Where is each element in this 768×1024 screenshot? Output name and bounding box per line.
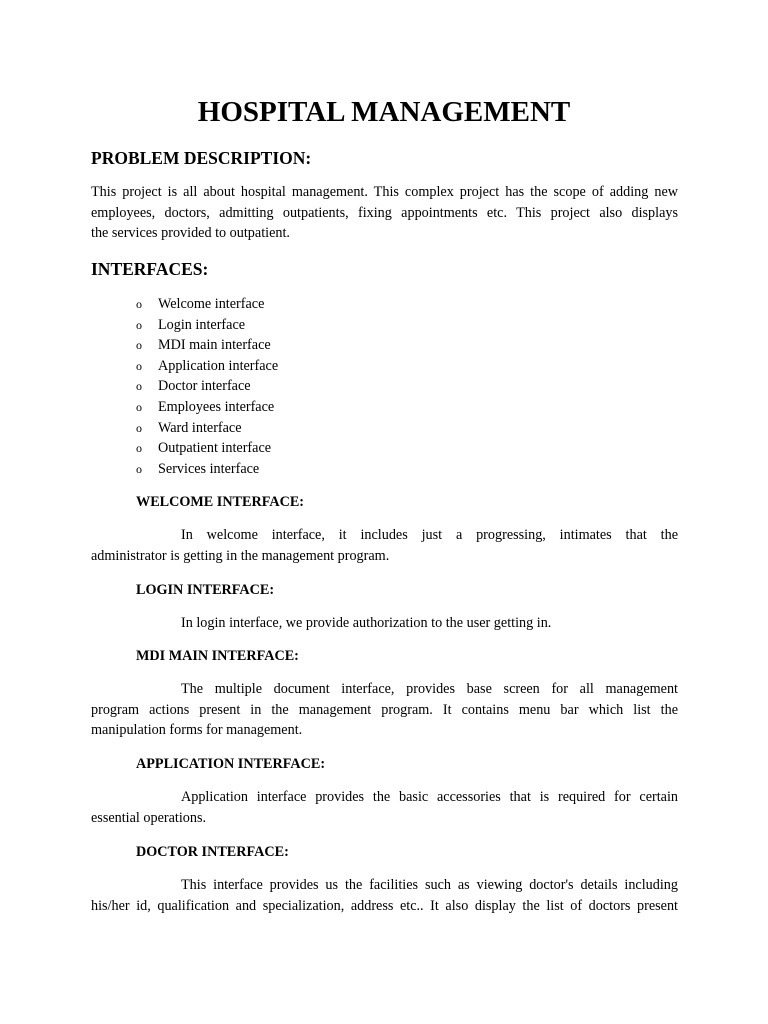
doctor-interface-paragraph (91, 875, 678, 916)
paragraph-line: essential operations. (91, 809, 207, 826)
list-item (136, 459, 278, 480)
paragraph-line: employees, doctors, admitting outpatients, fixing appointments etc. This project also displays (91, 204, 678, 221)
bullet-icon: o (136, 338, 142, 353)
paragraph-line: The multiple document interface, provides base screen for all management (181, 681, 678, 697)
bullet-icon: o (136, 358, 142, 373)
problem-description-heading: PROBLEM DESCRIPTION: (91, 148, 312, 168)
list-item (136, 294, 278, 315)
paragraph-line: In welcome interface, it includes just a progressing, intimates that the (181, 527, 678, 543)
paragraph-line: This project is all about hospital management. This complex project has the scope of adding new (91, 184, 678, 200)
paragraph-line: administrator is getting in the management program. (91, 547, 390, 564)
list-item (136, 438, 278, 459)
list-item-label: MDI main interface (158, 337, 271, 354)
paragraph-line: his/her id, qualification and specialization, address etc.. It also display the list of doctors present (91, 897, 678, 914)
login-interface-heading: LOGIN INTERFACE: (136, 582, 275, 598)
list-item-label: Employees interface (158, 398, 275, 415)
paragraph-line: the services provided to outpatient. (91, 225, 290, 242)
interfaces-heading: INTERFACES: (91, 259, 209, 279)
paragraph-line: Application interface provides the basic accessories that is required for certain (181, 789, 678, 805)
login-interface-paragraph (91, 613, 678, 634)
list-item-label: Ward interface (158, 419, 242, 436)
document-title: HOSPITAL MANAGEMENT (197, 96, 571, 128)
doctor-interface-heading: DOCTOR INTERFACE: (136, 844, 289, 860)
list-item-label: Application interface (158, 357, 279, 374)
list-item (136, 356, 278, 377)
list-item (136, 397, 278, 418)
application-interface-paragraph (91, 787, 678, 828)
interfaces-list (136, 294, 278, 479)
bullet-icon: o (136, 317, 142, 332)
list-item-label: Services interface (158, 460, 260, 477)
problem-description-paragraph (91, 182, 678, 244)
welcome-interface-heading: WELCOME INTERFACE: (136, 494, 305, 510)
mdi-main-interface-paragraph (91, 679, 678, 741)
bullet-icon: o (136, 399, 142, 414)
list-item (136, 418, 278, 439)
paragraph-line: This interface provides us the facilities such as viewing doctor's details including (181, 877, 678, 893)
bullet-icon: o (136, 461, 142, 476)
list-item (136, 335, 278, 356)
list-item-label: Outpatient interface (158, 440, 272, 457)
list-item (136, 315, 278, 336)
list-item (136, 376, 278, 397)
paragraph-line: program actions present in the management program. It contains menu bar which list the (91, 701, 678, 718)
bullet-icon: o (136, 441, 142, 456)
mdi-main-interface-heading: MDI MAIN INTERFACE: (136, 648, 299, 664)
welcome-interface-paragraph (91, 525, 678, 566)
bullet-icon: o (136, 379, 142, 394)
list-item-label: Welcome interface (158, 296, 265, 312)
bullet-icon: o (136, 297, 142, 311)
paragraph-line: manipulation forms for management. (91, 722, 303, 739)
paragraph-line: In login interface, we provide authorization to the user getting in. (181, 615, 552, 631)
list-item-label: Doctor interface (158, 378, 251, 395)
application-interface-heading: APPLICATION INTERFACE: (136, 756, 326, 772)
bullet-icon: o (136, 420, 142, 435)
list-item-label: Login interface (158, 316, 246, 333)
